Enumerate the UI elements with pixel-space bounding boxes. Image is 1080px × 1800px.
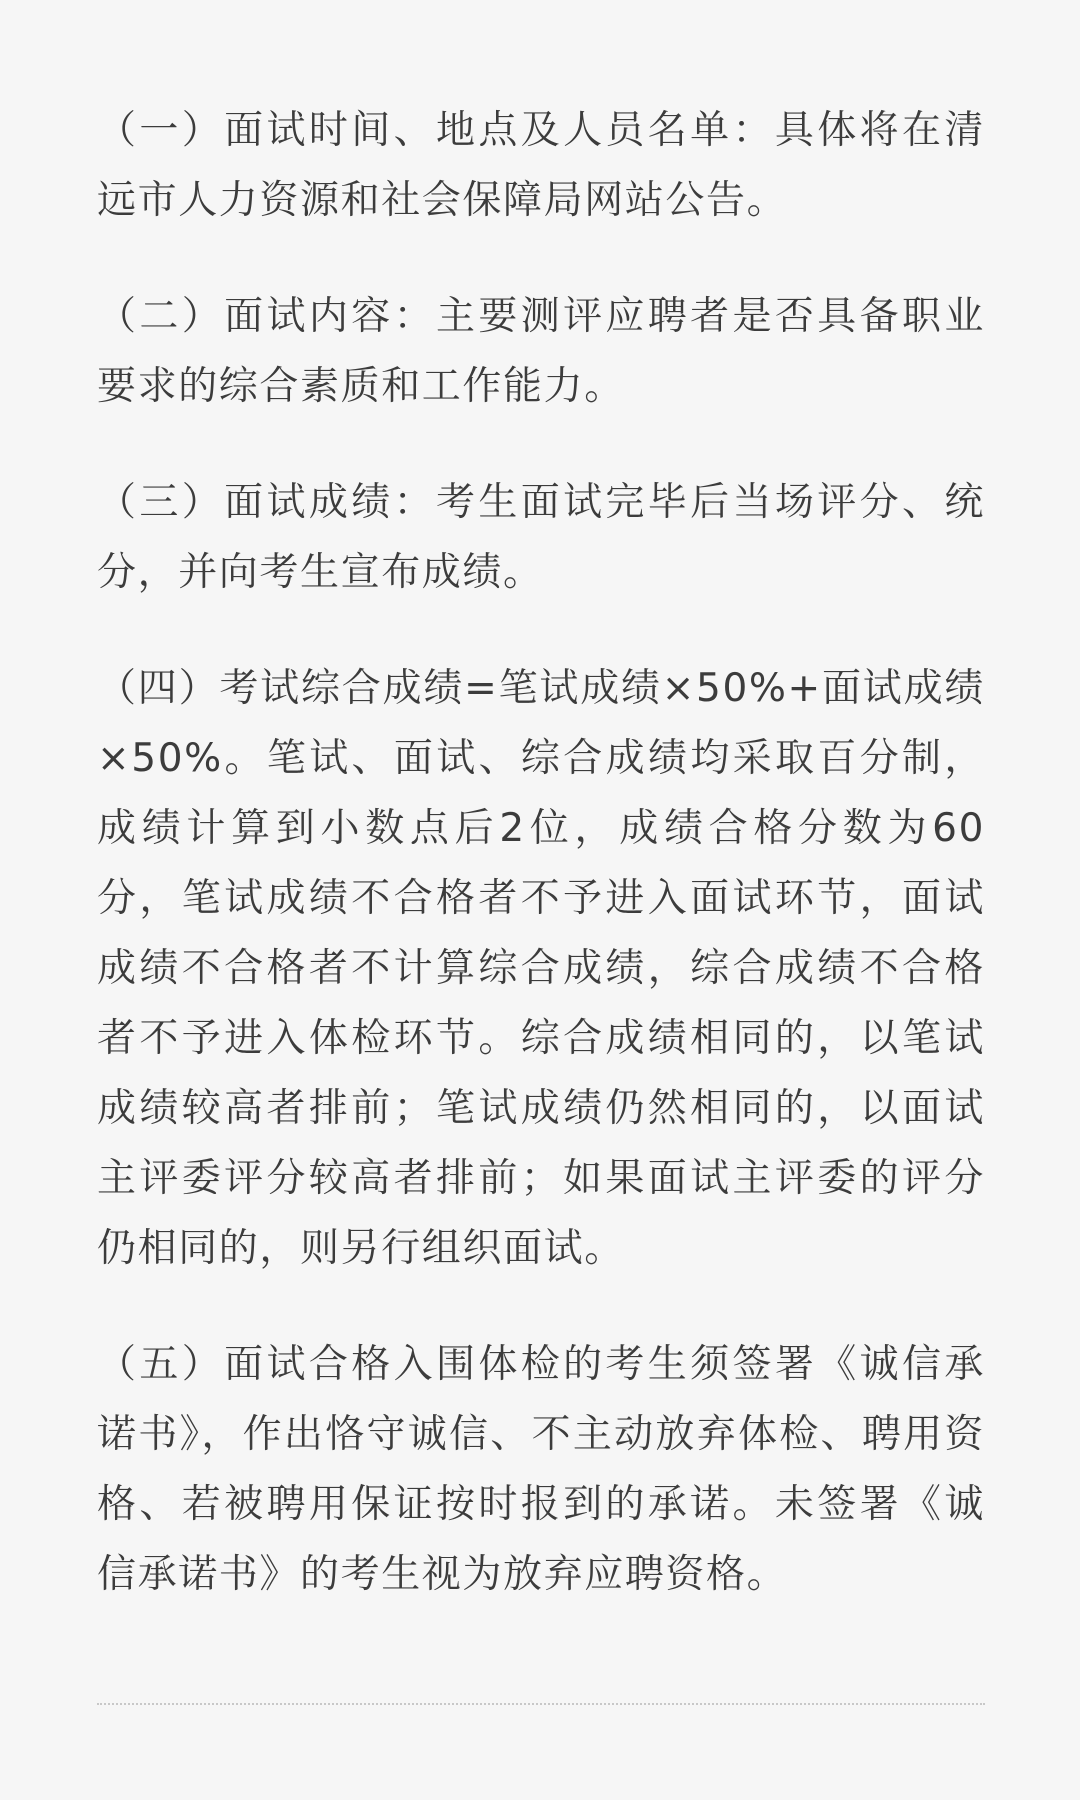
dotted-divider	[97, 1703, 985, 1705]
paragraph-interview-content: （二）面试内容：主要测评应聘者是否具备职业要求的综合素质和工作能力。	[97, 294, 985, 409]
paragraph-interview-score: （三）面试成绩：考生面试完毕后当场评分、统分，并向考生宣布成绩。	[97, 480, 985, 595]
paragraph-composite-score: （四）考试综合成绩=笔试成绩×50%+面试成绩×50%。笔试、面试、综合成绩均采取百分制，成绩计算到小数点后2位，成绩合格分数为60分，笔试成绩不合格者不予进入面试环节，面试成绩不合格者不计算综合成绩，综合成绩不合格者不予进入体检环节。综合成绩相同的，以笔试成绩较高者排前；笔试成绩仍然相同的，以面试主评委评分较高者排前；如果面试主评委的评分仍相同的，则另行组织面试。	[97, 666, 985, 1271]
article-body	[97, 96, 985, 1610]
paragraph-integrity-pledge: （五）面试合格入围体检的考生须签署《诚信承诺书》，作出恪守诚信、不主动放弃体检、聘用资格、若被聘用保证按时报到的承诺。未签署《诚信承诺书》的考生视为放弃应聘资格。	[97, 1342, 985, 1597]
paragraph-interview-schedule: （一）面试时间、地点及人员名单：具体将在清远市人力资源和社会保障局网站公告。	[97, 108, 985, 223]
